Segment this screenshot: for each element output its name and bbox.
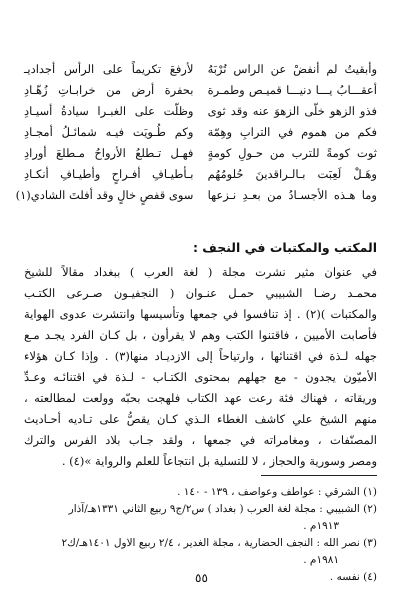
body-line: في عنوان مثير نشرت مجلة ( لغة العرب ) ببغداد مقالاً للشيخ <box>24 265 377 279</box>
verse-second-hemistich: وكم طُـويَت فيـه شمائـلُ أمجـادِ <box>24 124 194 139</box>
verse-second-hemistich: وظلّت على الغبـرا سيادةُ أسيـادِ <box>24 103 194 118</box>
verse-first-hemistich: فكم من هموم في الترابِ وهِمّة <box>207 124 377 139</box>
verse-second-hemistich: لأرفعَ تكريماً على الرأس أجداديـ <box>24 61 194 76</box>
body-text <box>24 262 377 472</box>
body-line: والمكتبات )(٢) . إذ تنافسوا في جمعها وتأسيسها وانتشرت عدوى الهواية <box>24 307 377 321</box>
body-line: ومصر وسورية والحجاز ، لا للتسلية بل انتجاعاً للعلم والرواية »(٤) . <box>61 454 377 468</box>
footnote <box>24 501 377 535</box>
footnote-line: ١٩٨١م . <box>303 554 339 566</box>
verse-first-hemistich: ثوت كومةً للترب من حـولِ كومةٍ <box>207 145 377 160</box>
poem-verse <box>24 142 377 163</box>
poem-verse <box>24 79 377 100</box>
poem <box>15 58 377 205</box>
poem-verse <box>24 121 377 142</box>
verse-first-hemistich: أعقـــابُ يـــا دنيـــا قميـص وطمـرة <box>207 82 377 97</box>
verse-first-hemistich: وهَـلْ لَعِبَت بـالـراقدينَ حُلومُهُم <box>207 166 377 181</box>
verse-first-hemistich: وأبقيتُ لم أنفضْ عن الراس تُرْبَهُ <box>207 61 377 76</box>
verse-second-hemistich: فهـل تـطلعُ الأرواحُ مـطلعَ أورادِ <box>24 145 194 160</box>
verse-second-hemistich: سوى قفصٍ خالٍ وقد أفلتَ الشادي(١) <box>15 187 194 202</box>
footnote-line: ١٩١٣م . <box>303 520 339 532</box>
verse-first-hemistich: وما هـذه الأجسـادُ من بعـدِ نـزعها <box>207 187 377 202</box>
verse-first-hemistich: فذو الزهو خلّى الزهوَ عنه وقد ثوى <box>207 103 377 118</box>
body-line: المصنّفات ، ومغامراته في جمعها ، ولقد جـاب بلاد الفرس والترك <box>24 433 377 447</box>
body-line: جهله لـذة في اقتنائها ، وارتياحاً إلى الازديـاد منها(٣) . وإذا كـان هؤلاء <box>24 349 378 363</box>
section-heading: المكتب والمكتبات في النجف : <box>192 240 377 255</box>
poem-verse <box>24 163 377 184</box>
footnote <box>24 484 377 501</box>
footnote-line: (٢) الشبيبي : مجلة لغة العرب ( بغداد ) س٢/ج٩ ربيع الثاني ١٣٣١هـ/آذار <box>68 503 377 515</box>
poem-verse <box>15 184 377 205</box>
footnote-divider <box>261 475 377 476</box>
footnote-line: (٣) نصر الله : النجف الحضارية ، مجلة الغدير ، ٢/٤ ربيع الاول ١٤٠١هـ/ك٢ <box>61 537 377 549</box>
page-number: ٥٥ <box>195 571 208 585</box>
verse-second-hemistich: بـأطيـافِ أفـراحٍ وأطيـافِ أنكـادِ <box>24 166 194 181</box>
body-line: محمـد رضـا الشبيبي حمـل عنـوان ( النجفيـون صـرعى الكتـب <box>24 286 377 300</box>
footnote-line: (٤) نفسه . <box>329 571 377 583</box>
body-line: وريقاته ، فهناك فئة رعت عهد الكتاب فلهجت بحبّه وولعت لمطالعته ، <box>24 391 377 405</box>
body-line: فأصابت الأميين ، فاقتنوا الكتب وهم لا يقرأون ، بل كـان الفرد يجـد مـع <box>24 328 377 342</box>
body-line: الأميّون يجدون - مع جهلهم بمحتوى الكتـاب - لـذة في اقتنائـه وعـدِّ <box>24 370 377 384</box>
footnote-line: (١) الشرقي : عواطف وعواصف ، ١٣٩ - ١٤٠ . <box>177 486 377 498</box>
body-line: منهم الشيخ علي كاشف الغطاء الـذي كـان يقصُّ على تـاديه أحـاديث <box>24 412 377 426</box>
poem-verse <box>24 58 377 79</box>
footnote <box>24 535 377 569</box>
verse-second-hemistich: بحفرة أرض من خرابـاتِ زُهّـادِ <box>24 82 194 97</box>
poem-verse <box>24 100 377 121</box>
